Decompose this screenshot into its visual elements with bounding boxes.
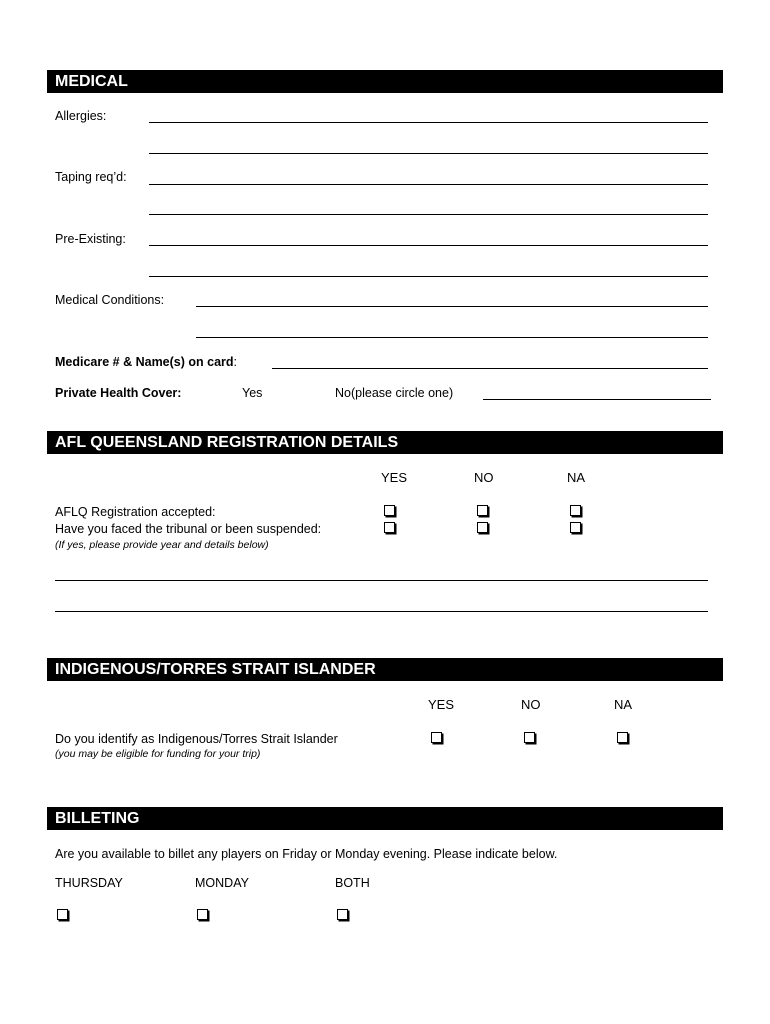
aflq-col-yes: YES (381, 470, 408, 485)
billeting-monday-checkbox[interactable] (197, 909, 208, 920)
aflq-tribunal-no-checkbox[interactable] (477, 522, 488, 533)
indigenous-section-header: INDIGENOUS/TORRES STRAIT ISLANDER (47, 658, 723, 681)
indigenous-col-yes: YES (428, 697, 455, 712)
aflq-registration-question: AFLQ Registration accepted: (55, 505, 216, 519)
allergies-field-line-1[interactable] (149, 122, 708, 123)
private-health-yes-option[interactable]: Yes (242, 386, 263, 400)
billeting-question: Are you available to billet any players on Friday or Monday evening. Please indicate below. (55, 847, 558, 861)
preexisting-field-line-2[interactable] (149, 276, 708, 277)
aflq-registration-na-checkbox[interactable] (570, 505, 581, 516)
billeting-both-checkbox[interactable] (337, 909, 348, 920)
aflq-details-line-2[interactable] (55, 611, 708, 612)
aflq-section-header: AFL QUEENSLAND REGISTRATION DETAILS (47, 431, 723, 454)
medicare-colon: : (233, 355, 238, 369)
indigenous-yes-checkbox[interactable] (431, 732, 442, 743)
medicare-field-line[interactable] (272, 368, 708, 369)
aflq-details-line-1[interactable] (55, 580, 708, 581)
billeting-thursday-label: THURSDAY (55, 876, 123, 890)
taping-field-line-2[interactable] (149, 214, 708, 215)
allergies-label: Allergies: (55, 109, 107, 123)
taping-field-line-1[interactable] (149, 184, 708, 185)
billeting-section-header: BILLETING (47, 807, 723, 830)
aflq-details-note: (If yes, please provide year and details below) (55, 539, 269, 551)
aflq-tribunal-yes-checkbox[interactable] (384, 522, 395, 533)
medical-conditions-field-line-2[interactable] (196, 337, 708, 338)
aflq-col-no: NO (474, 470, 494, 485)
indigenous-no-checkbox[interactable] (524, 732, 535, 743)
private-health-field-line[interactable] (483, 399, 711, 400)
preexisting-field-line-1[interactable] (149, 245, 708, 246)
indigenous-question: Do you identify as Indigenous/Torres Strait Islander (55, 732, 338, 746)
billeting-monday-label: MONDAY (195, 876, 249, 890)
medical-conditions-field-line-1[interactable] (196, 306, 708, 307)
aflq-tribunal-na-checkbox[interactable] (570, 522, 581, 533)
medicare-label: Medicare # & Name(s) on card (55, 355, 234, 369)
private-health-label: Private Health Cover: (55, 386, 182, 400)
aflq-col-na: NA (567, 470, 586, 485)
indigenous-funding-note: (you may be eligible for funding for your trip) (55, 748, 261, 760)
medical-section-header: MEDICAL (47, 70, 723, 93)
taping-label: Taping req’d: (55, 170, 127, 184)
aflq-registration-no-checkbox[interactable] (477, 505, 488, 516)
private-health-no-option[interactable]: No(please circle one) (335, 386, 454, 400)
billeting-both-label: BOTH (335, 876, 370, 890)
medicare-label-wrap (55, 355, 237, 370)
aflq-registration-yes-checkbox[interactable] (384, 505, 395, 516)
indigenous-na-checkbox[interactable] (617, 732, 628, 743)
indigenous-col-na: NA (614, 697, 633, 712)
indigenous-col-no: NO (521, 697, 541, 712)
billeting-thursday-checkbox[interactable] (57, 909, 68, 920)
medical-conditions-label: Medical Conditions: (55, 293, 165, 307)
allergies-field-line-2[interactable] (149, 153, 708, 154)
aflq-tribunal-question: Have you faced the tribunal or been suspended: (55, 522, 322, 536)
preexisting-label: Pre-Existing: (55, 232, 126, 246)
